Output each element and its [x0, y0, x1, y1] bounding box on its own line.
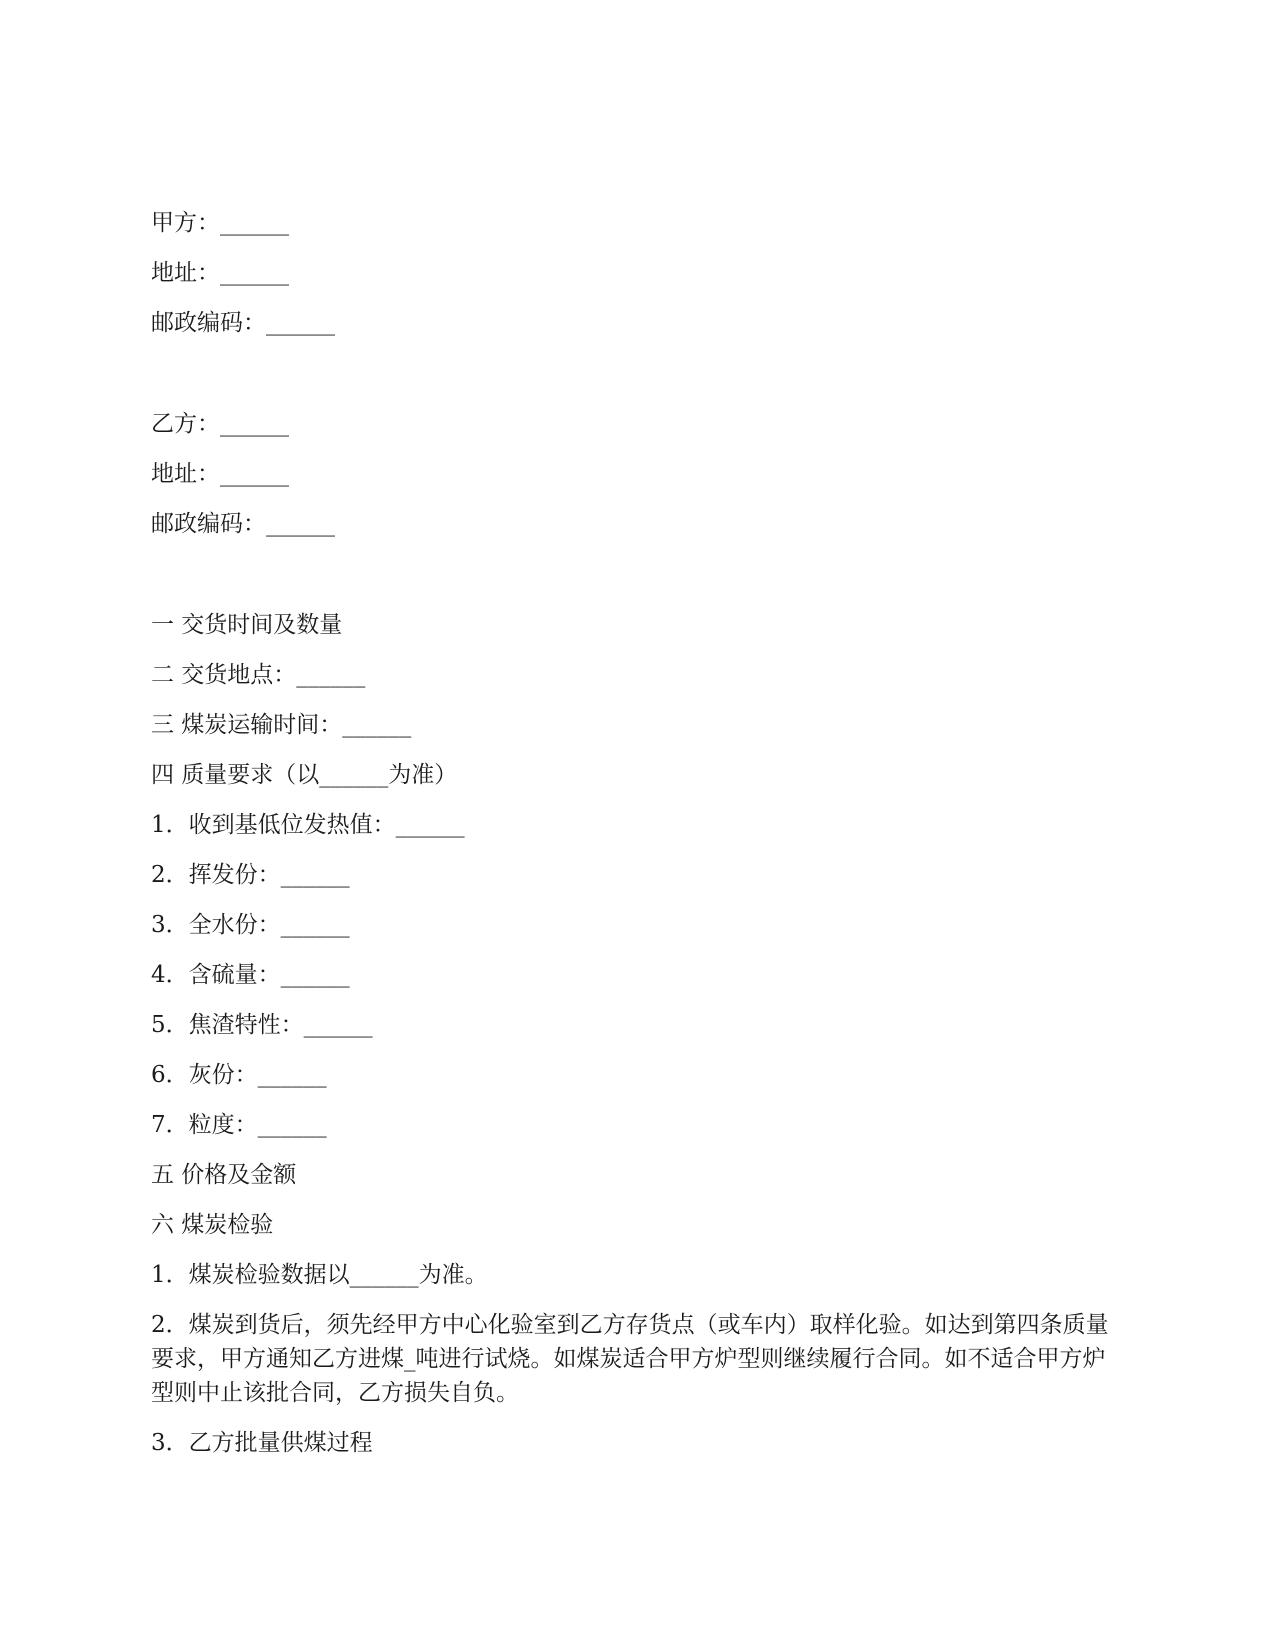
inspection-procedure: 2．煤炭到货后，须先经甲方中心化验室到乙方存货点（或车内）取样化验。如达到第四条质量要求，甲方通知乙方进煤_吨进行试烧。如煤炭适合甲方炉型则继续履行合同。如不适合甲方炉型则中止该批合同，乙方损失自负。 — [151, 1312, 1109, 1406]
party-b-address: 地址：______ — [151, 461, 289, 487]
quality-granularity: 7．粒度：______ — [151, 1112, 327, 1138]
contract-body — [151, 206, 1111, 1476]
clause-inspection: 六 煤炭检验 — [151, 1212, 274, 1238]
quality-moisture: 3．全水份：______ — [151, 912, 350, 938]
clause-quality: 四 质量要求（以______为准） — [151, 762, 458, 788]
clause-delivery-time: 一 交货时间及数量 — [151, 612, 343, 638]
party-a-postcode: 邮政编码：______ — [151, 310, 335, 336]
clauses-block — [151, 608, 1111, 1460]
quality-coke-residue: 5．焦渣特性：______ — [151, 1012, 373, 1038]
section-gap — [151, 557, 1111, 608]
section-gap — [151, 356, 1111, 407]
quality-volatile: 2．挥发份：______ — [151, 862, 350, 888]
quality-sulfur: 4．含硫量：______ — [151, 962, 350, 988]
party-a-name: 甲方：______ — [151, 210, 289, 236]
party-a-block — [151, 206, 1111, 340]
party-b-postcode: 邮政编码：______ — [151, 511, 335, 537]
clause-delivery-place: 二 交货地点：______ — [151, 662, 366, 688]
party-b-name: 乙方：______ — [151, 411, 289, 437]
quality-calorific-value: 1．收到基低位发热值：______ — [151, 812, 465, 838]
party-b-block — [151, 407, 1111, 541]
inspection-batch-supply: 3．乙方批量供煤过程 — [151, 1430, 373, 1456]
clause-transport-time: 三 煤炭运输时间：______ — [151, 712, 412, 738]
inspection-data-basis: 1．煤炭检验数据以______为准。 — [151, 1262, 488, 1288]
clause-price: 五 价格及金额 — [151, 1162, 297, 1188]
party-a-address: 地址：______ — [151, 260, 289, 286]
quality-ash: 6．灰份：______ — [151, 1062, 327, 1088]
